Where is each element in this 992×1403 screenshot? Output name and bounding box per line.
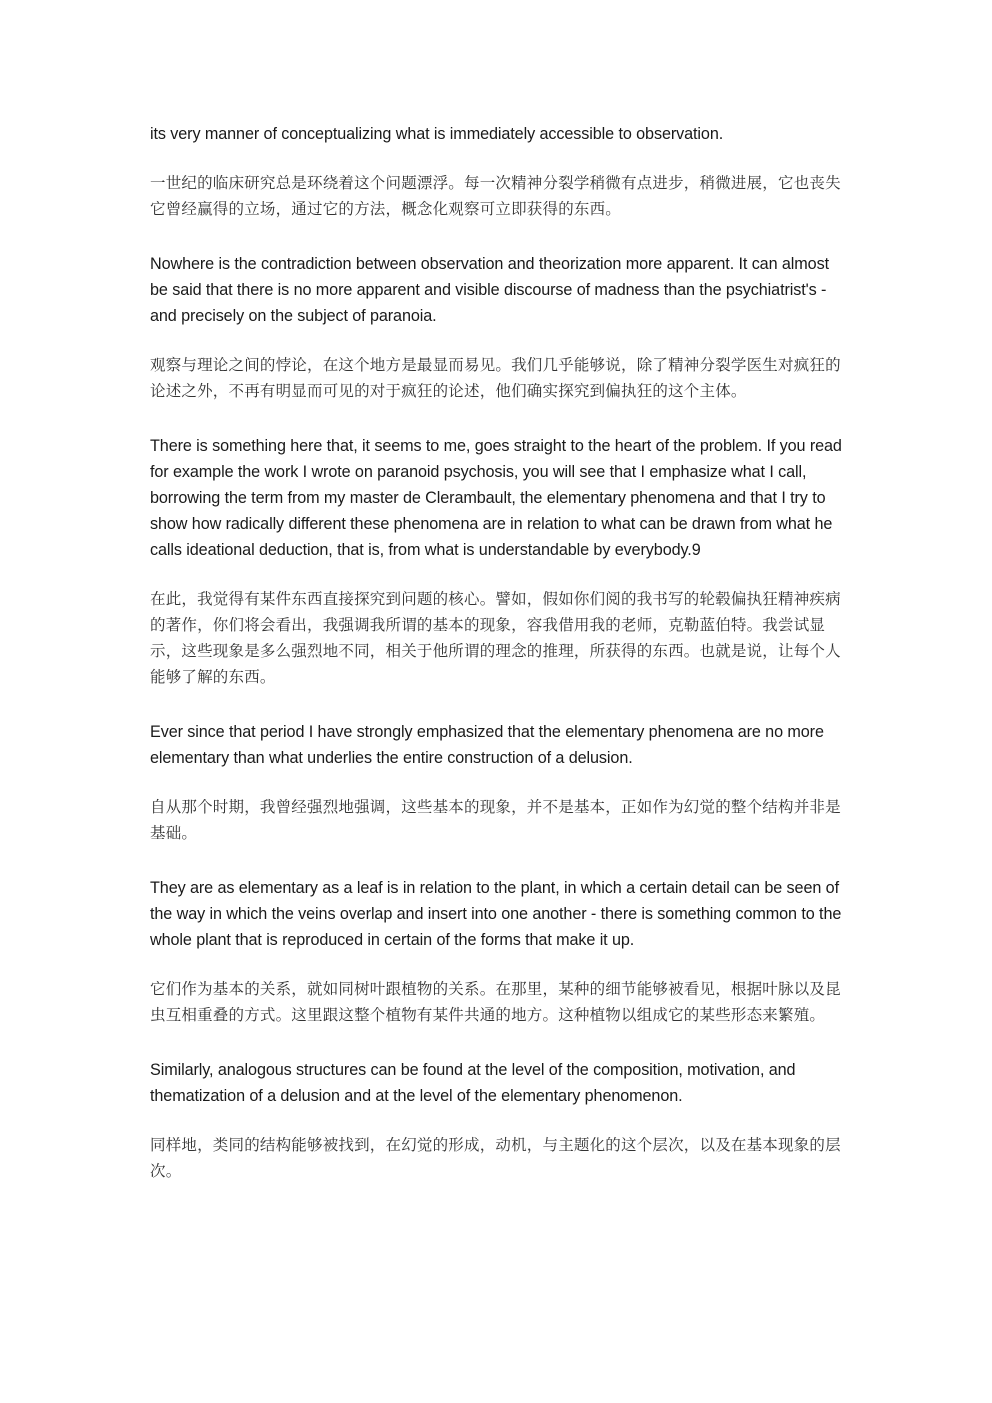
spacer — [150, 771, 842, 794]
paragraph-en-5: They are as elementary as a leaf is in relation to the plant, in which a certain detail can be seen of the way in which the veins overlap and insert into one another - there is something common to the whole plant that is reproduced in certain of the forms that make it up. — [150, 879, 842, 949]
paragraph-en-2: Nowhere is the contradiction between observation and theorization more apparent. It can almost be said that there is no more apparent and visible discourse of madness than the psychiatrist's - and precisely on the subject of paranoia. — [150, 255, 829, 325]
paragraph-zh-1: 一世纪的临床研究总是环绕着这个问题漂浮。每一次精神分裂学稍微有点进步，稍微进展，它也丧失它曾经赢得的立场，通过它的方法，概念化观察可立即获得的东西。 — [150, 174, 841, 218]
spacer — [150, 563, 842, 586]
spacer — [150, 690, 842, 719]
spacer — [150, 953, 842, 976]
paragraph-en-1: its very manner of conceptualizing what is immediately accessible to observation. — [150, 125, 724, 143]
spacer — [150, 329, 842, 352]
spacer — [150, 222, 842, 251]
paragraph-zh-4: 自从那个时期，我曾经强烈地强调，这些基本的现象，并不是基本，正如作为幻觉的整个结构并非是基础。 — [150, 798, 841, 842]
spacer — [150, 1028, 842, 1057]
paragraph-zh-6: 同样地，类同的结构能够被找到，在幻觉的形成，动机，与主题化的这个层次，以及在基本现象的层次。 — [150, 1136, 841, 1180]
spacer — [150, 846, 842, 875]
spacer — [150, 404, 842, 433]
spacer — [150, 1109, 842, 1132]
paragraph-en-3: There is something here that, it seems to me, goes straight to the heart of the problem. If you read for example the work I wrote on paranoid psychosis, you will see that I emphasize what I call, borrowing the term from my master de Clerambault, the elementary phenomena and that I try to show how radically different these phenomena are in relation to what can be drawn from what he calls ideational deduction, that is, from what is understandable by everybody.9 — [150, 437, 842, 559]
paragraph-en-4: Ever since that period I have strongly emphasized that the elementary phenomena are no more elementary than what underlies the entire construction of a delusion. — [150, 723, 824, 767]
paragraph-zh-2: 观察与理论之间的悖论，在这个地方是最显而易见。我们几乎能够说，除了精神分裂学医生对疯狂的论述之外，不再有明显而可见的对于疯狂的论述，他们确实探究到偏执狂的这个主体。 — [150, 356, 841, 400]
paragraph-zh-5: 它们作为基本的关系，就如同树叶跟植物的关系。在那里，某种的细节能够被看见，根据叶脉以及昆虫互相重叠的方式。这里跟这整个植物有某件共通的地方。这种植物以组成它的某些形态来繁殖。 — [150, 980, 841, 1024]
paragraph-zh-3: 在此，我觉得有某件东西直接探究到问题的核心。譬如，假如你们阅的我书写的轮毂偏执狂精神疾病的著作，你们将会看出，我强调我所谓的基本的现象，容我借用我的老师，克勒蓝伯特。我尝试显示，这些现象是多么强烈地不同，相关于他所谓的理念的推理，所获得的东西。也就是说，让每个人能够了解的东西。 — [150, 590, 841, 686]
paragraph-en-6: Similarly, analogous structures can be found at the level of the composition, motivation, and thematization of a delusion and at the level of the elementary phenomenon. — [150, 1061, 796, 1105]
document-page — [150, 121, 842, 1184]
spacer — [150, 147, 842, 170]
